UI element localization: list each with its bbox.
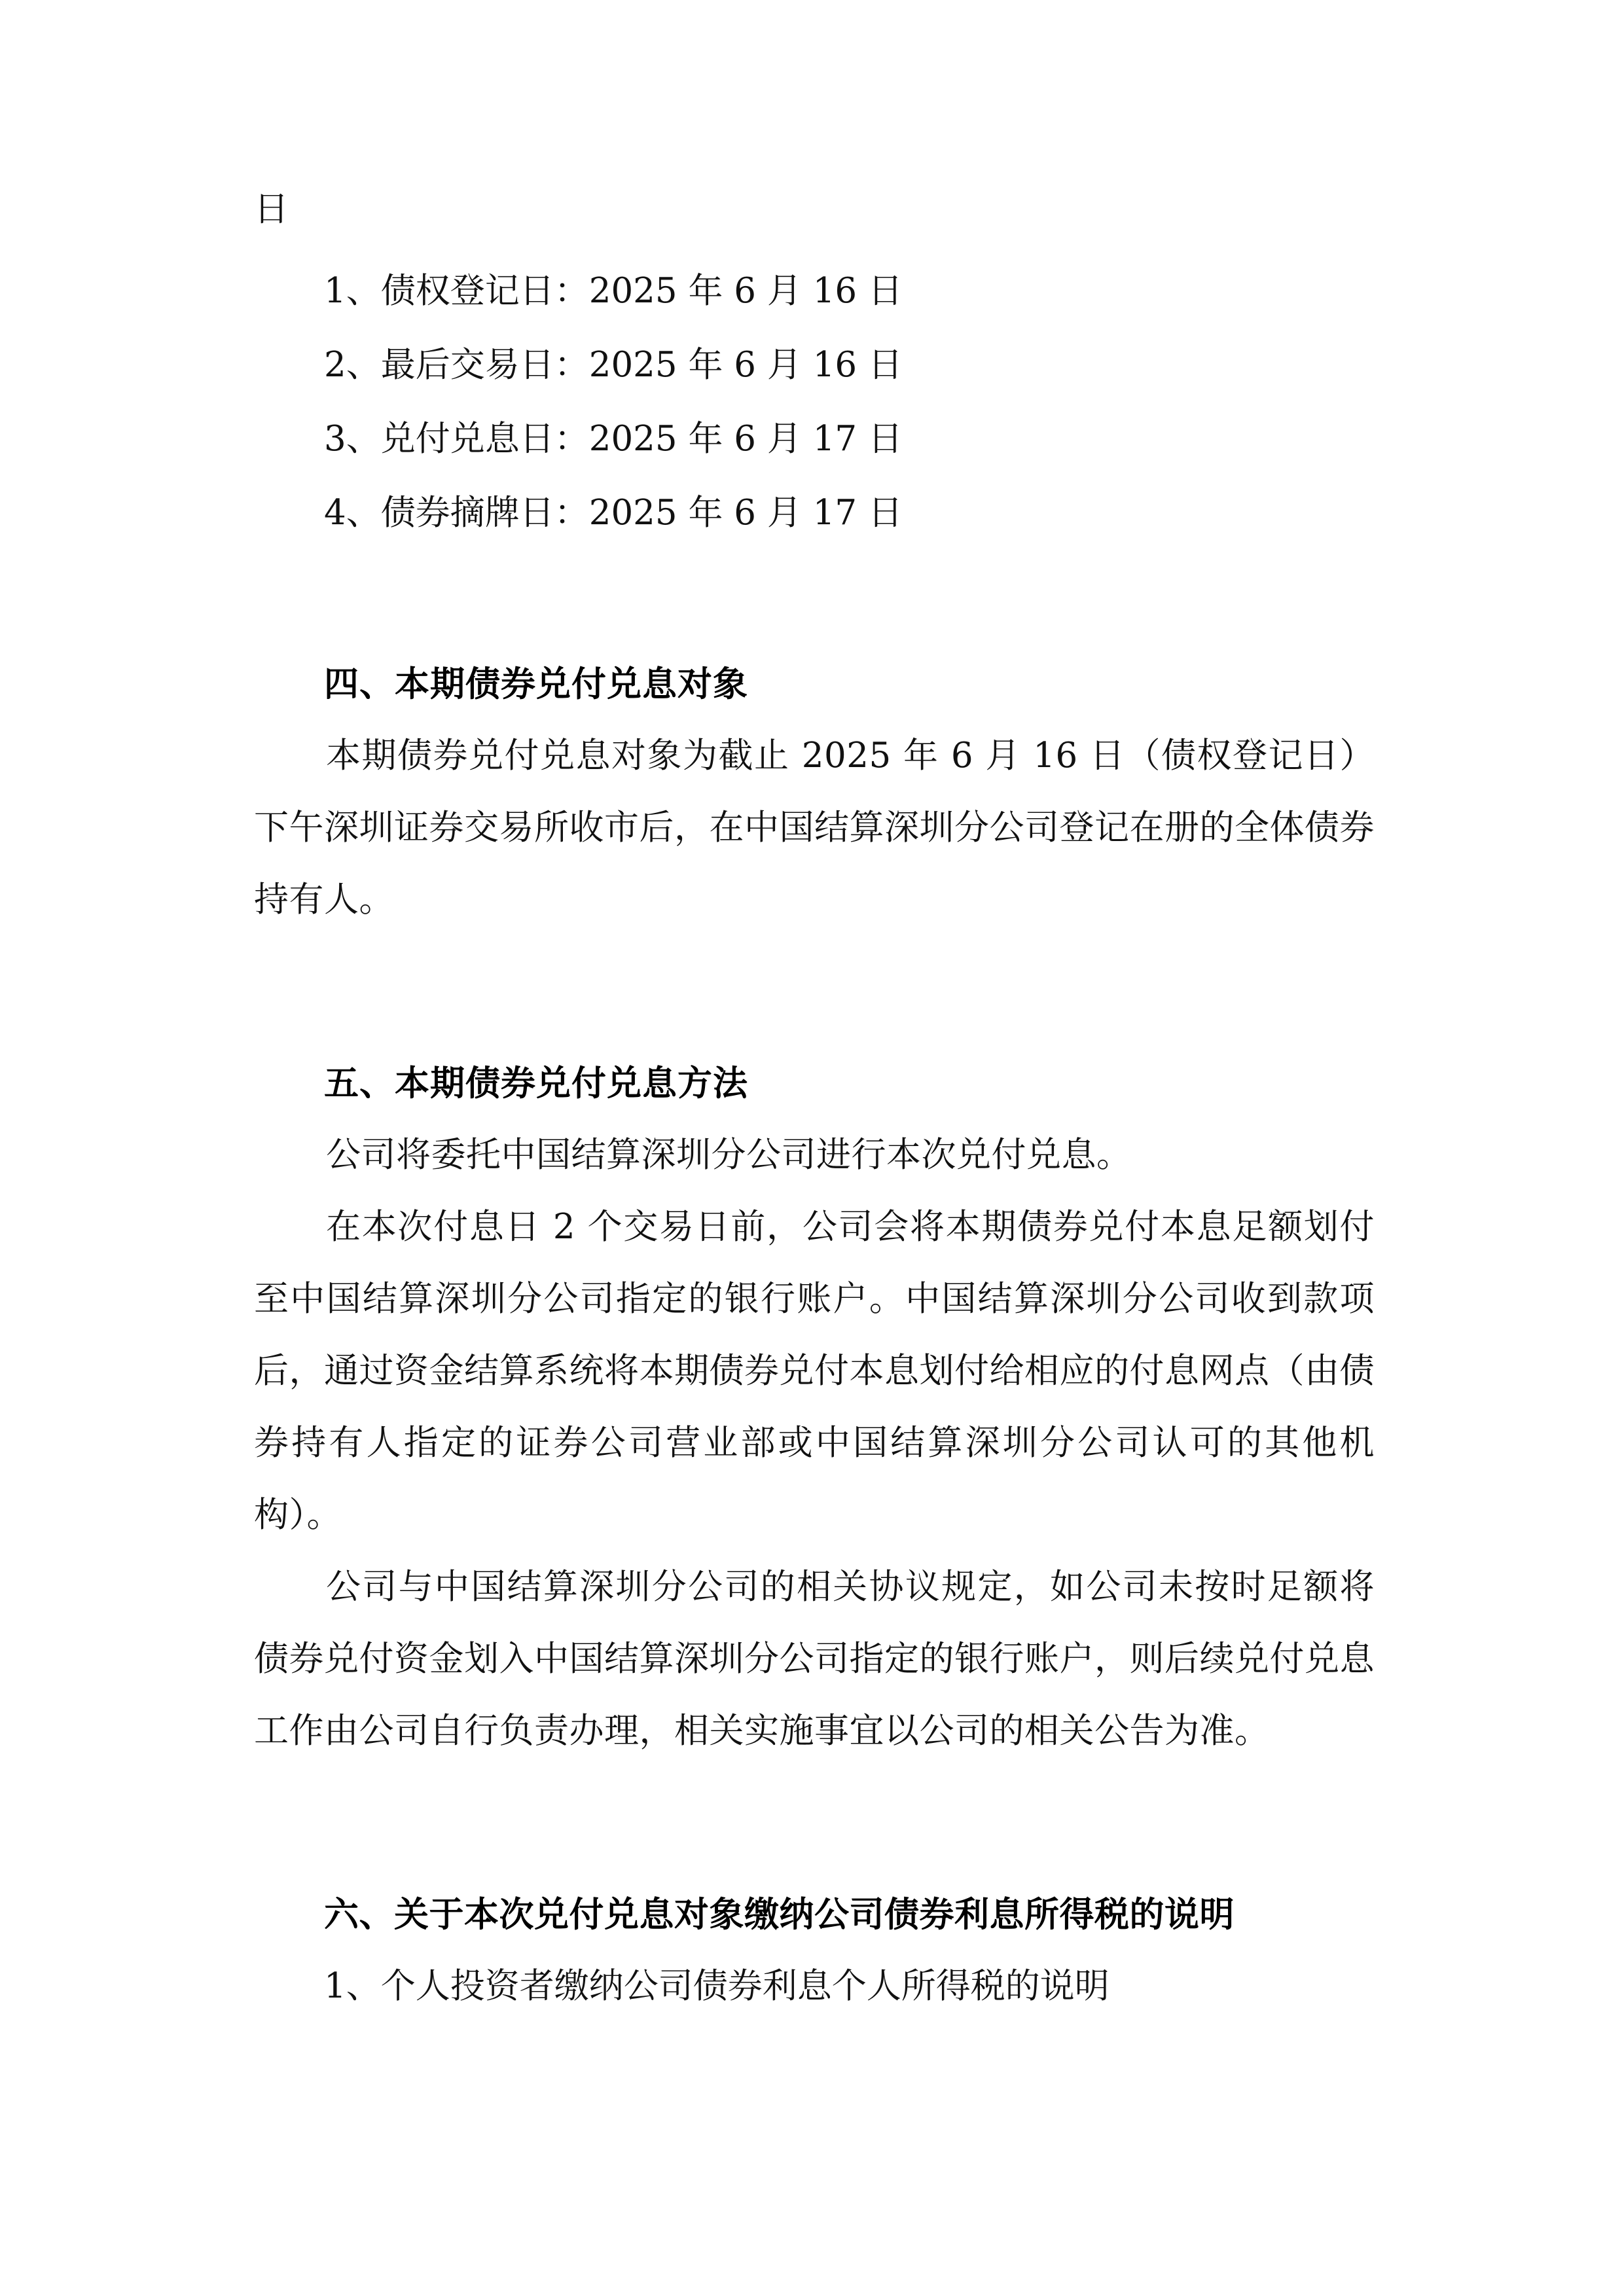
section-heading-four: 四、本期债券兑付兑息对象: [324, 664, 748, 704]
spacer: [254, 550, 1375, 648]
continuation-character: 日: [254, 189, 289, 229]
key-dates-list: [254, 254, 1375, 550]
section-five-paragraph-1: 公司将委托中国结算深圳分公司进行本次兑付兑息。: [326, 1135, 1132, 1175]
section-heading-six: 六、关于本次兑付兑息对象缴纳公司债券利息所得税的说明: [324, 1894, 1235, 1935]
spacer: [254, 1767, 1375, 1878]
section-five-paragraph-2: 在本次付息日 2 个交易日前，公司会将本期债券兑付本息足额划付至中国结算深圳分公司指定的银行账户。中国结算深圳分公司收到款项后，通过资金结算系统将本期债券兑付本息划付给相应的付息网点（由债券持有人指定的证券公司营业部或中国结算深圳分公司认可的其他机构）。: [254, 1207, 1375, 1535]
section-four-paragraph-1: 本期债券兑付兑息对象为截止 2025 年 6 月 16 日（债权登记日）下午深圳证券交易所收市后，在中国结算深圳分公司登记在册的全体债券持有人。: [254, 736, 1375, 920]
list-item: 1、债权登记日：2025 年 6 月 16 日: [324, 271, 903, 311]
list-item: 4、债券摘牌日：2025 年 6 月 17 日: [324, 493, 903, 533]
section-six-sub-item-1: 1、个人投资者缴纳公司债券利息个人所得税的说明: [324, 1966, 1110, 2006]
list-item: 2、最后交易日：2025 年 6 月 16 日: [324, 345, 903, 385]
list-item: 3、兑付兑息日：2025 年 6 月 17 日: [324, 419, 903, 459]
spacer: [254, 936, 1375, 1047]
page-content: [254, 178, 1375, 2022]
section-heading-five: 五、本期债券兑付兑息方法: [324, 1063, 748, 1103]
section-five-paragraph-3: 公司与中国结算深圳分公司的相关协议规定，如公司未按时足额将债券兑付资金划入中国结算深圳分公司指定的银行账户，则后续兑付兑息工作由公司自行负责办理，相关实施事宜以公司的相关公告为准。: [254, 1567, 1375, 1751]
